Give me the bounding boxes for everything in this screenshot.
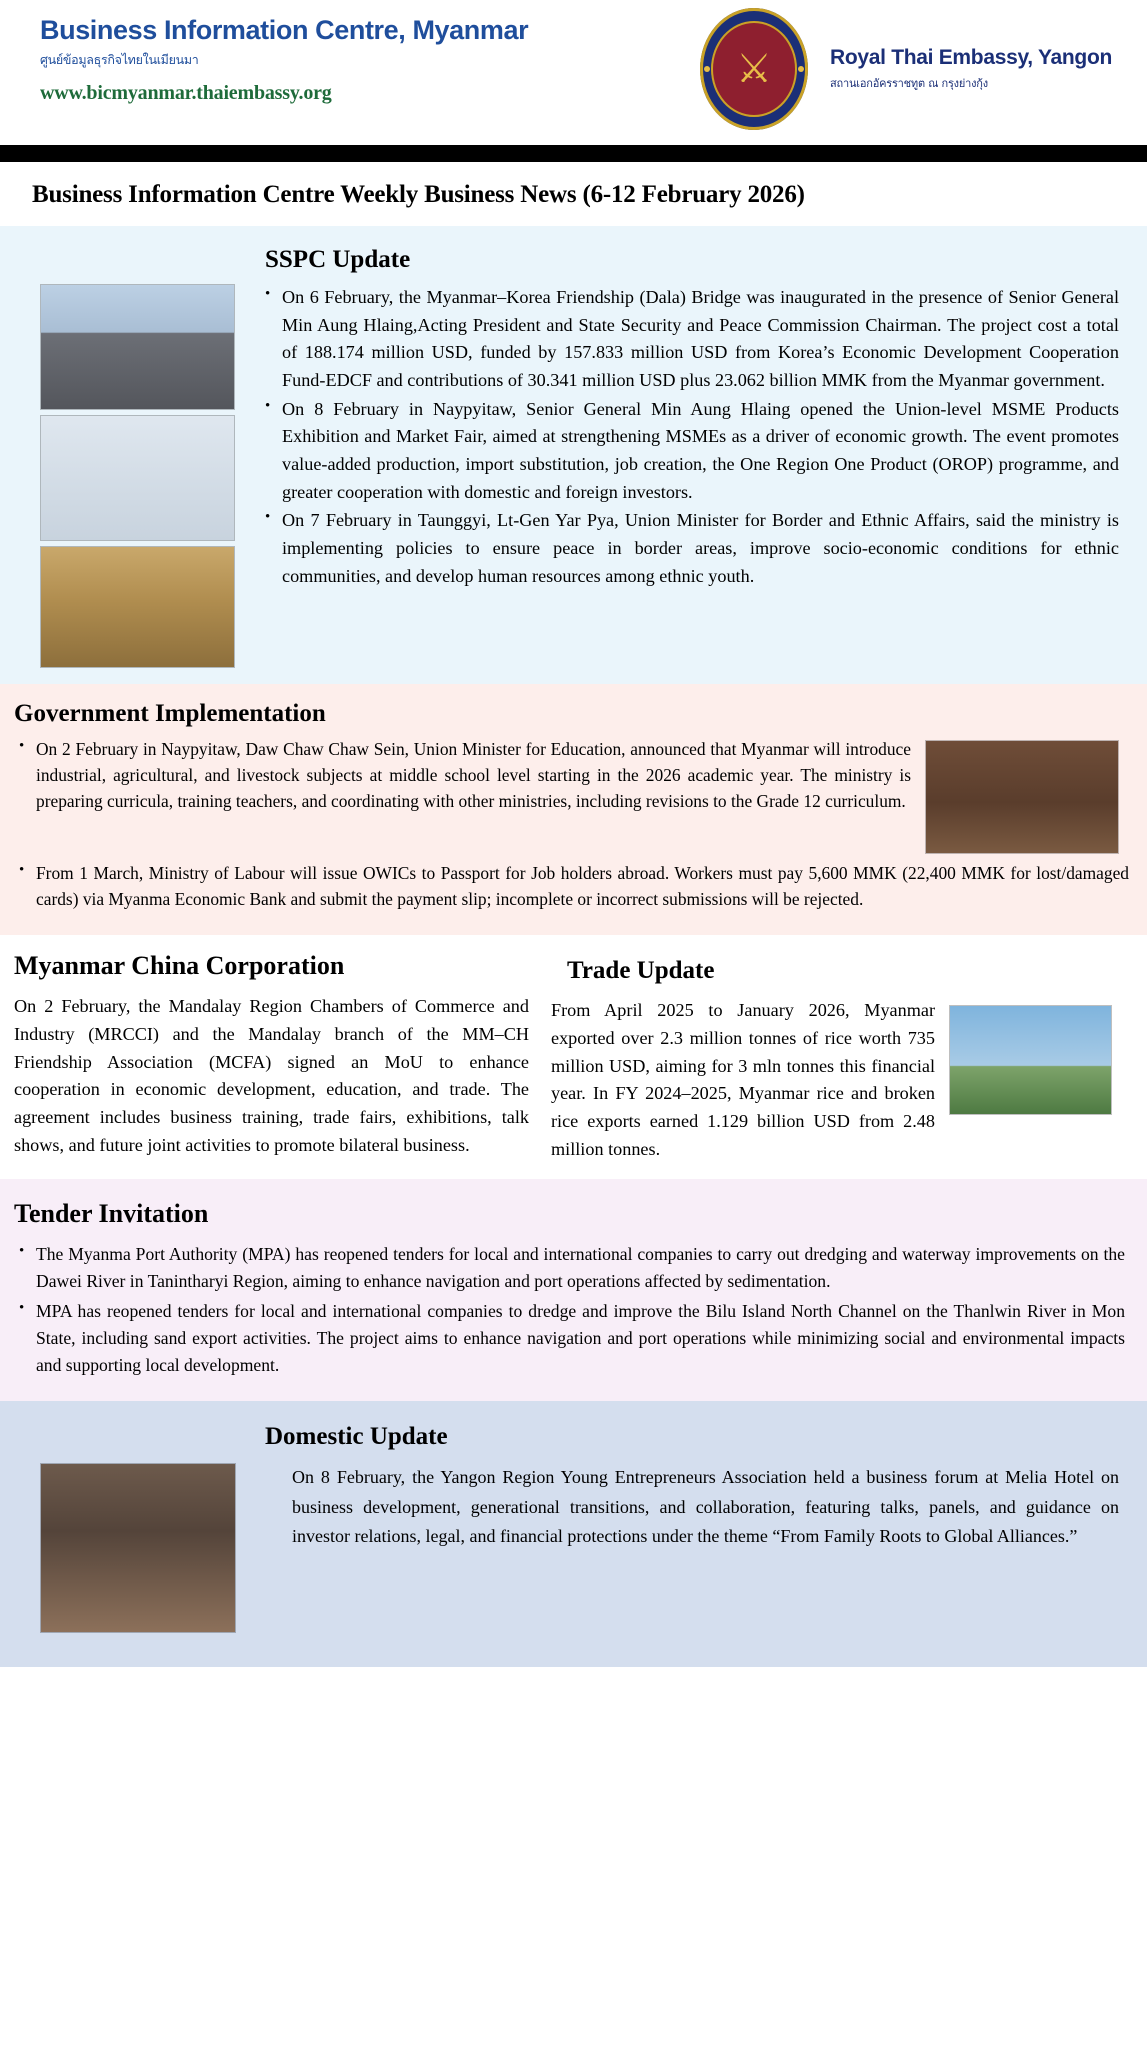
website-url[interactable]: www.bicmyanmar.thaiembassy.org (40, 81, 332, 104)
trade-update-body: From April 2025 to January 2026, Myanmar exported over 2.3 million tonnes of rice worth 735 million USD, aiming for 3 mln tonnes this financial year. In FY 2024–2025, Myanmar rice and broken rice exports earned 1.129 billion USD from 2.48 million tonnes. (551, 1000, 935, 1159)
garuda-icon: ⚔ (736, 46, 772, 91)
tender-bullet-1: • The Myanma Port Authority (MPA) has reopened tenders for local and international companies to carry out dredging and waterway improvements on the Dawei River in Tanintharyi Region, aiming to enhance navigation and port operations affected by sedimentation. (36, 1241, 1125, 1296)
royal-thai-embassy-seal-icon (700, 8, 808, 130)
document-title-band (0, 162, 1147, 226)
sspc-bullet-list (260, 284, 1119, 590)
embassy-name-thai: สถานเอกอัครราชทูต ณ กรุงย่างกุ้ง (830, 77, 988, 90)
photo-msme-exhibition-booths (40, 415, 235, 541)
tender-bullet-2: • MPA has reopened tenders for local and international companies to dredge and improve the Bilu Island North Channel on the Thanlwin River in Mon State, including sand export activities. The project aims to enhance navigation and port operations while minimizing social and environmental impacts and supporting local development. (36, 1298, 1125, 1380)
tender-bullet-list (14, 1241, 1125, 1379)
masthead-right-branding (700, 8, 1112, 130)
myanmar-china-body: On 2 February, the Mandalay Region Chambers of Commerce and Industry (MRCCI) and the Mandalay branch of the MM–CH Friendship Association (MCFA) signed an MoU to enhance cooperation in economic development, education, and trade. The agreement includes business training, trade fairs, exhibitions, talk shows, and future joint activities to promote bilateral business. (14, 996, 529, 1155)
sspc-bullet-3: • On 7 February in Taunggyi, Lt-Gen Yar Pya, Union Minister for Border and Ethnic Affairs, said the ministry is implementing policies to ensure peace in border areas, improve socio-economic conditions for ethnic communities, and develop human resources among ethnic youth. (282, 507, 1119, 590)
sspc-text-column (240, 284, 1147, 591)
government-bullet-list-primary (14, 736, 911, 814)
section-domestic-update (0, 1401, 1147, 1667)
photo-business-forum-melia-hotel-audience (40, 1463, 236, 1633)
sspc-bullet-2: • On 8 February in Naypyitaw, Senior General Min Aung Hlaing opened the Union-level MSME Products Exhibition and Market Fair, aimed at strengthening MSMEs as a driver of economic growth. The event promotes value-added production, import substitution, job creation, the One Region One Product (OROP) programme, and greater cooperation with domestic and foreign investors. (282, 396, 1119, 507)
government-heading: Government Implementation (14, 700, 326, 727)
organization-title: Business Information Centre, Myanmar (40, 15, 529, 45)
masthead (0, 0, 1147, 145)
trade-update-column (545, 945, 1147, 1163)
embassy-name: Royal Thai Embassy, Yangon (830, 46, 1113, 69)
section-tender-invitation (0, 1179, 1147, 1401)
tender-heading: Tender Invitation (14, 1199, 209, 1229)
embassy-name-block (830, 46, 1112, 92)
section-myanmar-china-and-trade (0, 935, 1147, 1179)
organization-title-thai: ศูนย์ข้อมูลธุรกิจไทยในเมียนมา (40, 51, 199, 67)
government-bullet-list-secondary (14, 860, 1129, 912)
domestic-text-column (270, 1463, 1147, 1550)
trade-photo-column (949, 997, 1129, 1115)
photo-port-crane-loading-cargo-ship (949, 1005, 1112, 1115)
myanmar-china-heading: Myanmar China Corporation (14, 951, 345, 981)
domestic-body: On 8 February, the Yangon Region Young Entrepreneurs Association held a business forum at Melia Hotel on business development, generational transitions, and collaboration, featuring talks, panels, and guidance on investor relations, legal, and financial protections under the theme “From Family Roots to Global Alliances.” (292, 1467, 1119, 1546)
section-sspc-update (0, 226, 1147, 684)
myanmar-china-column (0, 945, 545, 1159)
sspc-bullet-1: • On 6 February, the Myanmar–Korea Friendship (Dala) Bridge was inaugurated in the presence of Senior General Min Aung Hlaing,Acting President and State Security and Peace Commission Chairman. The project cost a total of 188.174 million USD, funded by 157.833 million USD from Korea’s Economic Development Cooperation Fund-EDCF and contributions of 30.341 million USD plus 23.062 billion MMK from the Myanmar government. (282, 284, 1119, 395)
trade-update-heading: Trade Update (567, 957, 715, 985)
section-government-implementation (0, 684, 1147, 935)
trade-update-text (551, 997, 949, 1163)
government-text-column (0, 736, 925, 815)
page-title: Business Information Centre Weekly Business News (6-12 February 2026) (32, 181, 805, 208)
government-text-column-secondary (0, 854, 1147, 912)
sspc-photo-column (40, 284, 240, 668)
header-divider-bar (0, 145, 1147, 162)
government-bullet-1: • On 2 February in Naypyitaw, Daw Chaw Chaw Sein, Union Minister for Education, announced that Myanmar will introduce industrial, agricultural, and livestock subjects at middle school level starting in the 2026 academic year. The ministry is preparing curricula, training teachers, and coordinating with other ministries, including revisions to the Grade 12 curriculum. (36, 736, 911, 814)
photo-taunggyi-ethnic-affairs-meeting (40, 546, 235, 668)
government-photo-column (925, 736, 1147, 854)
domestic-heading: Domestic Update (265, 1423, 448, 1451)
masthead-left-branding (40, 16, 660, 105)
photo-bridge-inauguration-ceremony (40, 284, 235, 410)
domestic-photo-column (40, 1463, 270, 1633)
government-bullet-2: • From 1 March, Ministry of Labour will issue OWICs to Passport for Job holders abroad. Workers must pay 5,600 MMK (22,400 MMK for lost/damaged cards) via Myanma Economic Bank and submit the payment slip; incomplete or incorrect submissions will be rejected. (36, 860, 1129, 912)
photo-education-ministry-conference-hall (925, 740, 1119, 854)
sspc-heading: SSPC Update (265, 246, 411, 273)
